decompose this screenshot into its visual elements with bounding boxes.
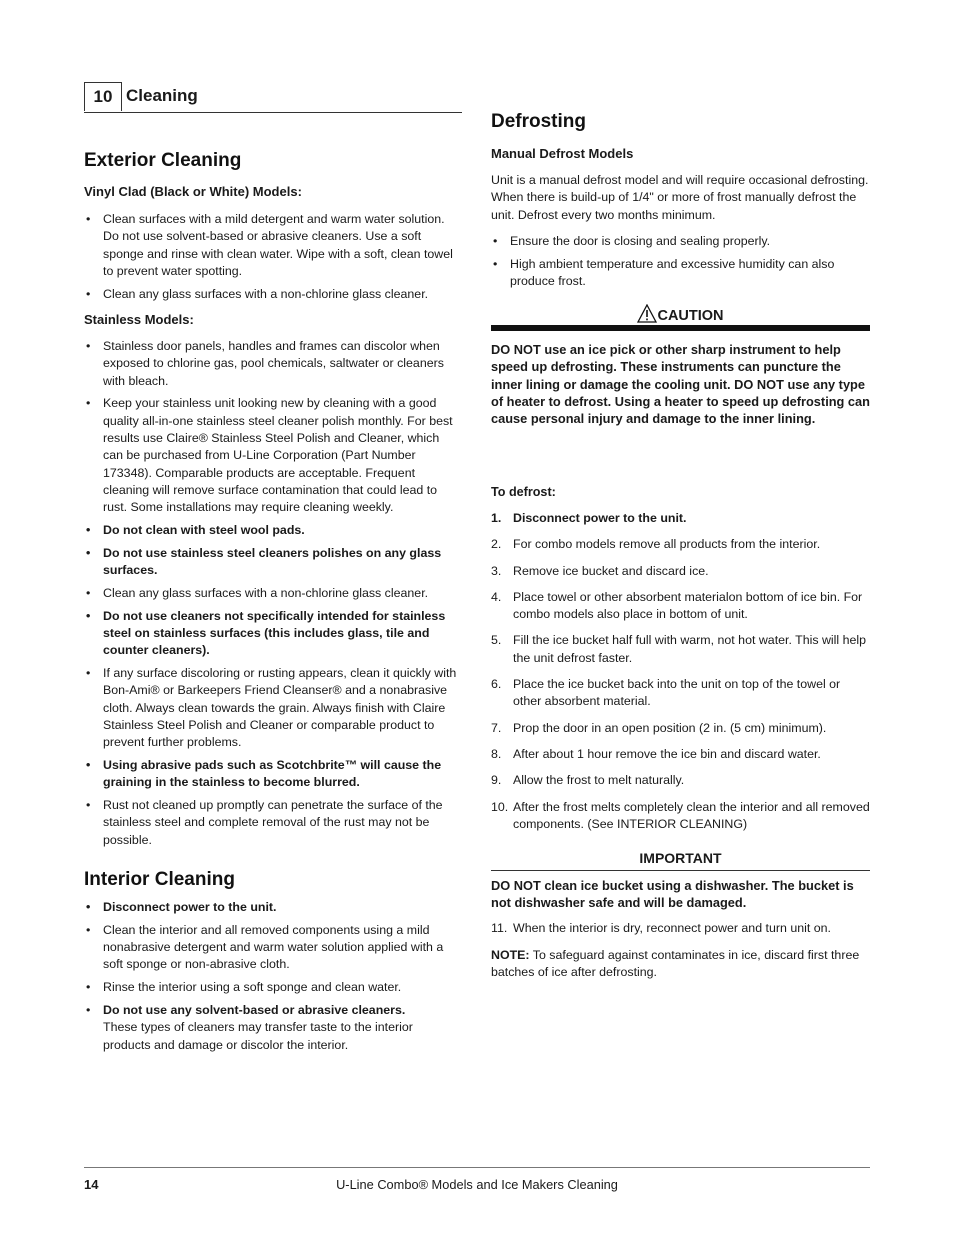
interior-list xyxy=(84,899,462,1054)
defrosting-heading: Defrosting xyxy=(491,111,586,132)
list-item: • Rinse the interior using a soft sponge and clean water. xyxy=(84,979,462,996)
list-item: 4. Place towel or other absorbent materialon bottom of ice bin. For combo models also place in bottom of unit. xyxy=(491,589,863,622)
list-item: • If any surface discoloring or rusting appears, clean it quickly with Bon-Ami® or Barkeepers Friend Cleanser® and a nonabrasive cloth. Always clean towards the grain. Always finish with Claire Stainless Steel Polish and Cleaner or comparable product to prevent further problems. xyxy=(84,665,462,751)
caution-title: CAUTION xyxy=(491,304,870,327)
list-item: 1. Disconnect power to the unit. xyxy=(491,511,687,525)
list-item: • Do not use cleaners not specifically intended for stainless steel on stainless surfaces (this includes glass, tile and counter cleaners). xyxy=(84,608,462,660)
defrost-steps-block xyxy=(491,510,870,842)
note-block xyxy=(491,947,870,982)
chapter-header xyxy=(84,82,462,113)
list-item: • Do not use stainless steel cleaners polishes on any glass surfaces. xyxy=(84,545,462,580)
defrost-list-block xyxy=(491,233,870,296)
list-item: • Rust not cleaned up promptly can penetrate the surface of the stainless steel and complete removal of the rust may not be possible. xyxy=(84,797,462,849)
to-defrost-block xyxy=(491,484,870,501)
list-item: • Clean any glass surfaces with a non-chlorine glass cleaner. xyxy=(84,585,462,602)
warning-icon xyxy=(637,304,657,327)
exterior-cleaning-heading: Exterior Cleaning xyxy=(84,150,242,171)
step-11-block xyxy=(491,920,870,946)
list-item: • Do not use any solvent-based or abrasive cleaners. These types of cleaners may transfer taste to the interior products and damage or discolor the interior. xyxy=(84,1002,462,1054)
defrost-step-11 xyxy=(491,920,870,937)
interior-list-block xyxy=(84,899,462,1059)
defrost-list xyxy=(491,233,870,290)
important-text: DO NOT clean ice bucket using a dishwasher. The bucket is not dishwasher safe and will be damaged. xyxy=(491,878,854,911)
defrost-intro: Unit is a manual defrost model and will require occasional defrosting. When there is build-up of 1/4" or more of frost manually defrost the unit. Defrost every two months minimum. xyxy=(491,173,869,222)
caution-text: DO NOT use an ice pick or other sharp instrument to help speed up defrosting. These instruments can puncture the inner lining or damage the cooling unit. DO NOT use any type of heater to defrost. Using a heater to speed up defrosting can cause personal injury and damage to the inner lining. xyxy=(491,342,870,427)
note-label: NOTE: xyxy=(491,948,530,962)
list-item: • Do not clean with steel wool pads. xyxy=(84,522,462,539)
defrost-steps xyxy=(491,510,870,833)
important-rule xyxy=(491,870,870,871)
interior-cleaning-heading: Interior Cleaning xyxy=(84,869,235,890)
manual-defrost-heading: Manual Defrost Models xyxy=(491,146,634,161)
stainless-models-heading: Stainless Models: xyxy=(84,312,194,327)
page-number: 14 xyxy=(84,1177,99,1192)
list-item: • High ambient temperature and excessive humidity can also produce frost. xyxy=(491,256,870,291)
list-item: 7. Prop the door in an open position (2 in. (5 cm) minimum). xyxy=(491,720,827,735)
chapter-title: Cleaning xyxy=(126,86,198,105)
footer-rule xyxy=(84,1167,870,1168)
list-item: • Disconnect power to the unit. xyxy=(84,899,462,916)
note-text: NOTE: To safeguard against contaminates in ice, discard first three batches of ice after defrosting. xyxy=(491,948,860,980)
chapter-number: 10 xyxy=(84,82,122,111)
list-item: • Stainless door panels, handles and frames can discolor when exposed to chlorine gas, pool chemicals, saltwater or cleaners with bleach. xyxy=(84,338,462,390)
stainless-list xyxy=(84,338,462,849)
list-item: • Clean surfaces with a mild detergent and warm water solution. Do not use solvent-based or abrasive cleaners. Use a soft sponge and rinse with clean water. Wipe with a soft, clean towel to prevent water spotting. xyxy=(84,211,462,280)
list-item: 10. After the frost melts completely clean the interior and all removed components. (See INTERIOR CLEANING) xyxy=(491,799,870,831)
stainless-list-block xyxy=(84,338,462,855)
to-defrost-label: To defrost: xyxy=(491,485,556,499)
list-item: 9. Allow the frost to melt naturally. xyxy=(491,773,685,788)
list-item: • Ensure the door is closing and sealing properly. xyxy=(491,233,870,250)
list-item: 3. Remove ice bucket and discard ice. xyxy=(491,563,709,578)
vinyl-list-block xyxy=(84,211,462,308)
list-item: 11. When the interior is dry, reconnect power and turn unit on. xyxy=(491,921,831,935)
list-item: • Clean any glass surfaces with a non-chlorine glass cleaner. xyxy=(84,286,462,303)
list-item: • Keep your stainless unit looking new by cleaning with a good quality all-in-one stainless steel cleaner polish monthly. For best results use Claire® Stainless Steel Polish and Cleaner, which can be purchased from U-Line Corporation (Part Number 173348). Comparable products are acceptable. Frequent cleaning will remove surface contamination that could lead to rust. Some installations may require cleaning weekly. xyxy=(84,395,462,516)
list-item: • Using abrasive pads such as Scotchbrite™ will cause the graining in the stainless to become blurred. xyxy=(84,757,462,792)
list-item: 5. Fill the ice bucket half full with warm, not hot water. This will help the unit defrost faster. xyxy=(491,633,867,665)
caution-bar xyxy=(491,325,870,331)
list-item: 6. Place the ice bucket back into the unit on top of the towel or other absorbent material. xyxy=(491,677,841,709)
list-item: 2. For combo models remove all products from the interior. xyxy=(491,537,821,552)
vinyl-models-heading: Vinyl Clad (Black or White) Models: xyxy=(84,184,302,199)
caution-text-block xyxy=(491,341,870,427)
list-item: 8. After about 1 hour remove the ice bin and discard water. xyxy=(491,746,821,761)
footer-title: U-Line Combo® Models and Ice Makers Cleaning xyxy=(336,1177,618,1192)
important-title: IMPORTANT xyxy=(639,850,722,866)
important-text-block xyxy=(491,877,870,912)
list-item: • Clean the interior and all removed components using a mild nonabrasive detergent and warm water solution applied with a soft sponge or non-abrasive cloth. xyxy=(84,922,462,974)
vinyl-list xyxy=(84,211,462,303)
defrost-intro-block xyxy=(491,172,870,224)
